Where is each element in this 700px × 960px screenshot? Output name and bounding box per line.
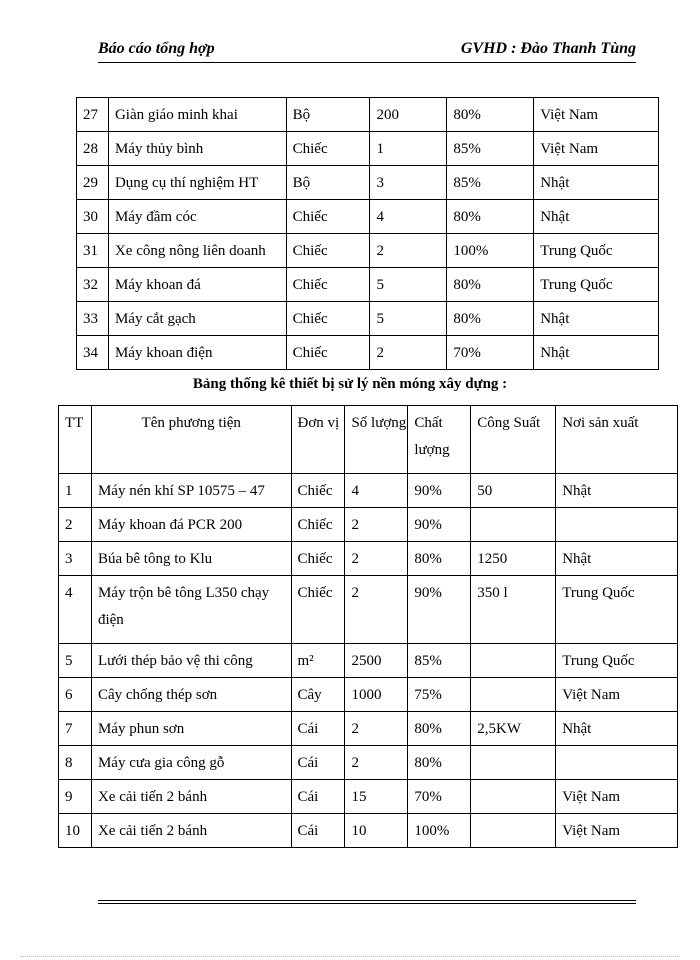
table-cell: Việt Nam: [534, 98, 659, 132]
table-cell: [471, 508, 556, 542]
table-cell: Chiếc: [286, 234, 370, 268]
table-cell: 200: [370, 98, 447, 132]
table-cell: Bộ: [286, 166, 370, 200]
header-cell: Công Suất: [471, 406, 556, 474]
table-cell: 5: [370, 302, 447, 336]
table-cell: 7: [59, 712, 92, 746]
table-cell: [471, 746, 556, 780]
table-cell: Việt Nam: [534, 132, 659, 166]
table-cell: 28: [77, 132, 109, 166]
table-cell: Chiếc: [286, 200, 370, 234]
table-cell: 2: [345, 542, 408, 576]
table-cell: 70%: [408, 780, 471, 814]
table-cell: 5: [370, 268, 447, 302]
table-cell: 4: [370, 200, 447, 234]
table-cell: Xe công nông liên doanh: [108, 234, 286, 268]
table-cell: [471, 678, 556, 712]
table-cell: Xe cải tiến 2 bánh: [91, 814, 291, 848]
table1-body: [77, 98, 659, 370]
table-cell: Cái: [291, 712, 345, 746]
table-row: [59, 644, 678, 678]
table-row: [59, 542, 678, 576]
table-cell: Xe cải tiến 2 bánh: [91, 780, 291, 814]
table-cell: 2: [345, 508, 408, 542]
table-cell: 2: [370, 234, 447, 268]
table-cell: 32: [77, 268, 109, 302]
table-cell: Máy trộn bê tông L350 chạy điện: [91, 576, 291, 644]
table-cell: 2: [370, 336, 447, 370]
table-cell: 9: [59, 780, 92, 814]
table-header-row: [59, 406, 678, 474]
table-cell: Máy phun sơn: [91, 712, 291, 746]
table-cell: Chiếc: [291, 576, 345, 644]
table-cell: Nhật: [534, 336, 659, 370]
table-cell: 80%: [408, 712, 471, 746]
table-cell: 31: [77, 234, 109, 268]
table-row: [77, 234, 659, 268]
table-cell: Chiếc: [286, 132, 370, 166]
table-cell: 75%: [408, 678, 471, 712]
table-cell: [471, 814, 556, 848]
table-cell: Máy cắt gạch: [108, 302, 286, 336]
table-cell: 50: [471, 474, 556, 508]
table-cell: Chiếc: [291, 508, 345, 542]
table-cell: Máy khoan đá PCR 200: [91, 508, 291, 542]
table-cell: 2500: [345, 644, 408, 678]
table-cell: 10: [345, 814, 408, 848]
table-cell: 34: [77, 336, 109, 370]
page-boundary: [20, 956, 680, 957]
table-row: [77, 98, 659, 132]
table-cell: 80%: [408, 746, 471, 780]
table-caption: Bảng thống kê thiết bị sử lý nền móng xây dựng :: [192, 376, 508, 392]
table-cell: Nhật: [534, 200, 659, 234]
header-cell: Đơn vị: [291, 406, 345, 474]
table-cell: 85%: [447, 166, 534, 200]
table2-body: [59, 406, 678, 848]
table-cell: Máy cưa gia công gỗ: [91, 746, 291, 780]
table-row: [77, 132, 659, 166]
table-cell: Nhật: [556, 712, 678, 746]
table-row: [59, 746, 678, 780]
table-cell: 3: [370, 166, 447, 200]
table-cell: 4: [345, 474, 408, 508]
table-cell: Máy khoan đá: [108, 268, 286, 302]
header-cell: Tên phương tiện: [91, 406, 291, 474]
table-row: [59, 576, 678, 644]
table-row: [77, 268, 659, 302]
table-cell: 8: [59, 746, 92, 780]
table-cell: 70%: [447, 336, 534, 370]
table-cell: 1250: [471, 542, 556, 576]
table-cell: Chiếc: [286, 302, 370, 336]
table-cell: Trung Quốc: [534, 234, 659, 268]
table-cell: Chiếc: [286, 336, 370, 370]
table-cell: 1000: [345, 678, 408, 712]
table-cell: 350 l: [471, 576, 556, 644]
header-cell: Nơi sản xuất: [556, 406, 678, 474]
table-cell: 30: [77, 200, 109, 234]
table-cell: Việt Nam: [556, 678, 678, 712]
table-cell: 100%: [447, 234, 534, 268]
table-cell: 85%: [408, 644, 471, 678]
table-cell: 29: [77, 166, 109, 200]
table-cell: 90%: [408, 576, 471, 644]
table-cell: 5: [59, 644, 92, 678]
table-cell: Máy khoan điện: [108, 336, 286, 370]
table-cell: Lưới thép bảo vệ thi công: [91, 644, 291, 678]
table-cell: Việt Nam: [556, 814, 678, 848]
table-cell: Cái: [291, 814, 345, 848]
table-row: [59, 712, 678, 746]
table-cell: Giàn giáo minh khai: [108, 98, 286, 132]
table-row: [59, 474, 678, 508]
header-cell: TT: [59, 406, 92, 474]
table-cell: Trung Quốc: [556, 576, 678, 644]
table-cell: 2: [59, 508, 92, 542]
table-cell: Nhật: [534, 166, 659, 200]
table-cell: Cái: [291, 780, 345, 814]
table-cell: Việt Nam: [556, 780, 678, 814]
header-rule: [98, 62, 636, 63]
table-cell: 1: [370, 132, 447, 166]
table-cell: 3: [59, 542, 92, 576]
table-cell: 2,5KW: [471, 712, 556, 746]
table-cell: Cây chống thép sơn: [91, 678, 291, 712]
table-cell: 10: [59, 814, 92, 848]
table-cell: Máy nén khí SP 10575 – 47: [91, 474, 291, 508]
table-row: [59, 814, 678, 848]
table-cell: Máy đầm cóc: [108, 200, 286, 234]
table-cell: Dụng cụ thí nghiệm HT: [108, 166, 286, 200]
equipment-table-continued: [76, 97, 659, 370]
table-cell: 85%: [447, 132, 534, 166]
table-cell: [471, 644, 556, 678]
table-cell: Bộ: [286, 98, 370, 132]
report-title: Báo cáo tổng hợp: [98, 40, 215, 57]
advisor-name: GVHD : Đào Thanh Tùng: [460, 40, 636, 57]
table-cell: 80%: [447, 302, 534, 336]
table-cell: [556, 508, 678, 542]
table-cell: Nhật: [556, 542, 678, 576]
table-row: [59, 678, 678, 712]
table-cell: 90%: [408, 508, 471, 542]
table-cell: [556, 746, 678, 780]
table-cell: 80%: [447, 98, 534, 132]
header-cell: Số lượng: [345, 406, 408, 474]
table-cell: 90%: [408, 474, 471, 508]
footer-rule: [98, 900, 636, 901]
table-cell: Trung Quốc: [556, 644, 678, 678]
table-cell: Chiếc: [291, 542, 345, 576]
table-cell: Trung Quốc: [534, 268, 659, 302]
table-cell: 80%: [408, 542, 471, 576]
table-row: [77, 200, 659, 234]
table-row: [59, 508, 678, 542]
table-cell: 6: [59, 678, 92, 712]
table-cell: [471, 780, 556, 814]
table-cell: Cây: [291, 678, 345, 712]
table-cell: 100%: [408, 814, 471, 848]
table-cell: Máy thủy bình: [108, 132, 286, 166]
table-cell: 1: [59, 474, 92, 508]
table-cell: 80%: [447, 200, 534, 234]
footer-rule: [98, 903, 636, 904]
table-row: [77, 302, 659, 336]
table-cell: 2: [345, 576, 408, 644]
table-cell: 2: [345, 746, 408, 780]
table-cell: 27: [77, 98, 109, 132]
table-cell: Cái: [291, 746, 345, 780]
table-cell: m²: [291, 644, 345, 678]
table-cell: Búa bê tông to Klu: [91, 542, 291, 576]
table-cell: Nhật: [534, 302, 659, 336]
foundation-equipment-table: [58, 405, 678, 848]
table-cell: 80%: [447, 268, 534, 302]
table-cell: Nhật: [556, 474, 678, 508]
table-cell: Chiếc: [286, 268, 370, 302]
table-row: [59, 780, 678, 814]
table-cell: 15: [345, 780, 408, 814]
table-cell: 4: [59, 576, 92, 644]
table-cell: 33: [77, 302, 109, 336]
table-cell: 2: [345, 712, 408, 746]
table-row: [77, 336, 659, 370]
table-cell: Chiếc: [291, 474, 345, 508]
table-row: [77, 166, 659, 200]
page-header: [98, 40, 636, 62]
header-cell: Chất lượng: [408, 406, 471, 474]
